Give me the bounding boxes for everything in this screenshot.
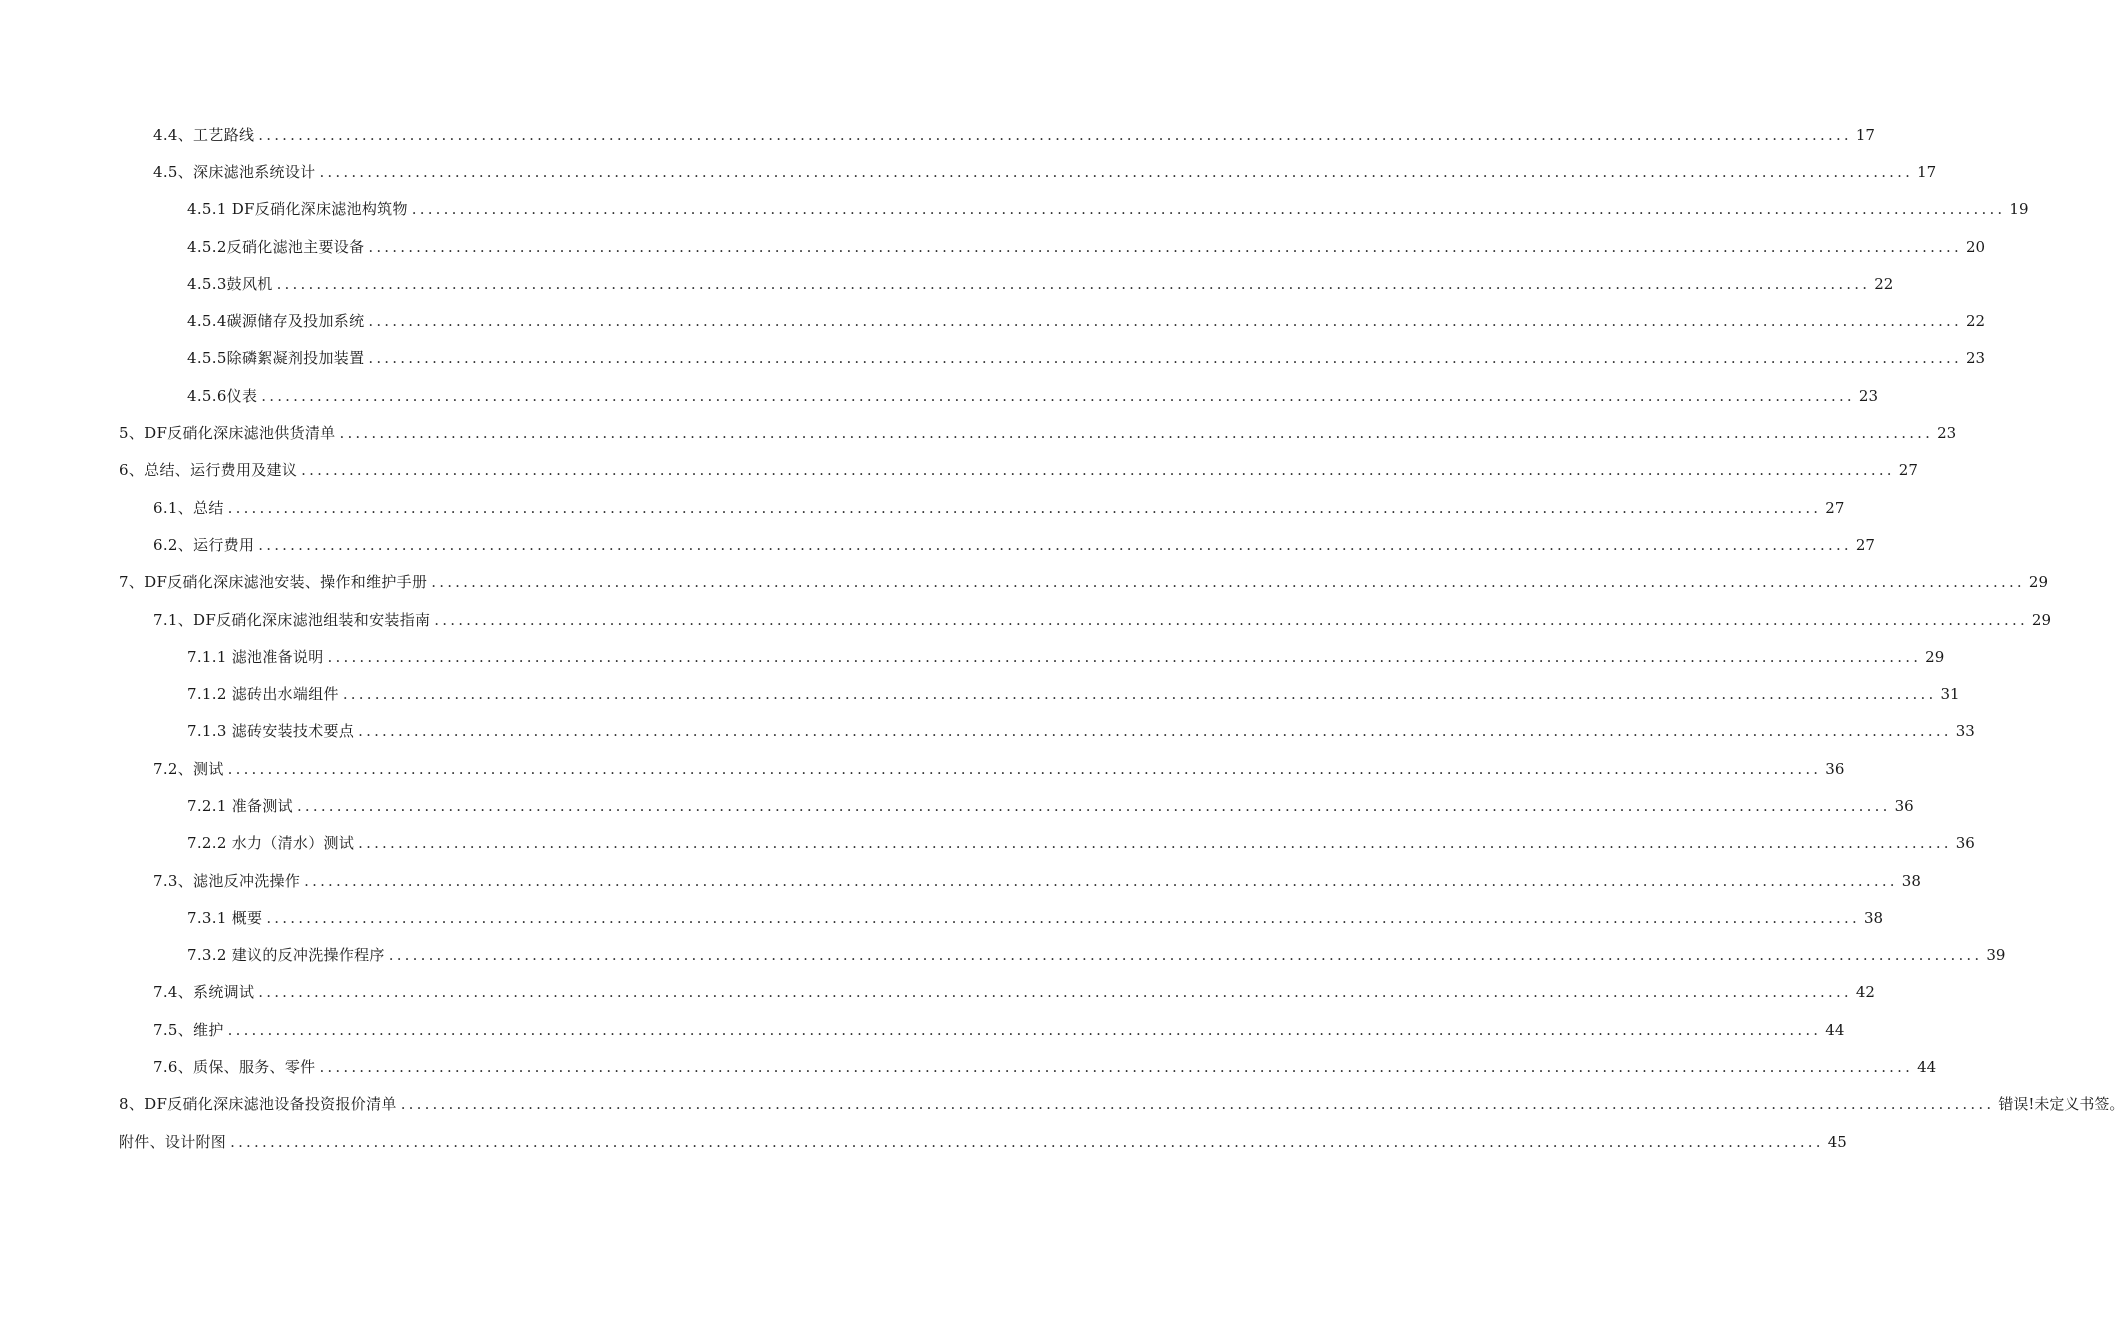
toc-dot-leader: ........................................................................................................................................................................................................ <box>258 125 1852 144</box>
toc-entry-title: 5、DF反硝化深床滤池供货清单 <box>119 424 336 443</box>
toc-page-number: 23 <box>1966 349 1986 368</box>
toc-page-number: 29 <box>2028 573 2048 592</box>
toc-dot-leader: ........................................................................................................................................................................................................ <box>276 274 1871 293</box>
toc-entry-title: 7.4、系统调试 <box>153 983 255 1002</box>
toc-entry[interactable] <box>0 638 1945 675</box>
toc-page-number: 22 <box>1874 274 1894 293</box>
toc-dot-leader: ........................................................................................................................................................................................................ <box>301 461 1895 480</box>
toc-dot-leader: ........................................................................................................................................................................................................ <box>227 498 1822 517</box>
toc-dot-leader: ........................................................................................................................................................................................................ <box>400 1095 1995 1114</box>
toc-entry[interactable] <box>0 1011 1845 1048</box>
toc-entry-title: 7.3、滤池反冲洗操作 <box>153 871 301 890</box>
toc-page-number: 27 <box>1898 461 1918 480</box>
toc-dot-leader: ........................................................................................................................................................................................................ <box>434 610 2028 629</box>
toc-entry[interactable] <box>0 713 1975 750</box>
toc-dot-leader: ........................................................................................................................................................................................................ <box>296 796 1891 815</box>
toc-entry[interactable] <box>0 489 1845 526</box>
toc-entry[interactable] <box>0 452 1918 489</box>
toc-dot-leader: ........................................................................................................................................................................................................ <box>319 1058 1914 1077</box>
toc-entry[interactable] <box>0 862 1921 899</box>
toc-entry-title: 附件、设计附图 <box>119 1132 227 1151</box>
toc-entry[interactable] <box>0 302 1986 339</box>
toc-page-number: 27 <box>1855 535 1875 554</box>
toc-entry[interactable] <box>0 1086 2124 1123</box>
toc-dot-leader: ........................................................................................................................................................................................................ <box>227 759 1822 778</box>
toc-entry[interactable] <box>0 153 1937 190</box>
toc-entry[interactable] <box>0 265 1894 302</box>
toc-page-number: 36 <box>1955 834 1975 853</box>
toc-entry-title: 4.5.3鼓风机 <box>187 274 273 293</box>
toc-entry-title: 7.3.1 概要 <box>187 908 263 927</box>
toc-entry-title: 7.3.2 建议的反冲洗操作程序 <box>187 946 385 965</box>
toc-dot-leader: ........................................................................................................................................................................................................ <box>358 834 1952 853</box>
toc-page-number: 29 <box>1925 647 1945 666</box>
toc-entry[interactable] <box>0 1123 1847 1160</box>
toc-dot-leader: ........................................................................................................................................................................................................ <box>342 685 1937 704</box>
toc-entry[interactable] <box>0 377 1878 414</box>
toc-page-number: 44 <box>1825 1020 1845 1039</box>
toc-entry[interactable] <box>0 1048 1937 1085</box>
toc-entry-title: 7.1.2 滤砖出水端组件 <box>187 685 339 704</box>
toc-entry-title: 4.5.4碳源储存及投加系统 <box>187 312 365 331</box>
toc-dot-leader: ........................................................................................................................................................................................................ <box>227 1020 1822 1039</box>
toc-dot-leader: ........................................................................................................................................................................................................ <box>358 722 1952 741</box>
toc-dot-leader: ........................................................................................................................................................................................................ <box>368 237 1962 256</box>
toc-entry[interactable] <box>0 974 1875 1011</box>
toc-dot-leader: ........................................................................................................................................................................................................ <box>266 908 1860 927</box>
toc-entry[interactable] <box>0 937 2006 974</box>
toc-dot-leader: ........................................................................................................................................................................................................ <box>258 535 1852 554</box>
toc-entry[interactable] <box>0 340 1986 377</box>
toc-dot-leader: ........................................................................................................................................................................................................ <box>230 1132 1824 1151</box>
toc-dot-leader: ........................................................................................................................................................................................................ <box>339 424 1934 443</box>
toc-entry-title: 6.1、总结 <box>153 498 224 517</box>
toc-entry[interactable] <box>0 750 1845 787</box>
toc-entry-title: 8、DF反硝化深床滤池设备投资报价清单 <box>119 1095 397 1114</box>
toc-dot-leader: ........................................................................................................................................................................................................ <box>319 162 1914 181</box>
toc-page-number: 29 <box>2031 610 2052 629</box>
toc-entry[interactable] <box>0 564 2048 601</box>
toc-entry[interactable] <box>0 228 1986 265</box>
toc-entry[interactable] <box>0 899 1884 936</box>
toc-entry-title: 4.5.6仪表 <box>187 386 258 405</box>
toc-page-number: 33 <box>1955 722 1975 741</box>
toc-page-number: 23 <box>1937 424 1957 443</box>
toc-page-number: 39 <box>1986 946 2006 965</box>
toc-page-number: 错误!未定义书签。 <box>1998 1095 2124 1114</box>
toc-entry-title: 7.2.2 水力（清水）测试 <box>187 834 355 853</box>
toc-entry-title: 7.2.1 准备测试 <box>187 796 293 815</box>
toc-dot-leader: ........................................................................................................................................................................................................ <box>431 573 2025 592</box>
toc-entry[interactable] <box>0 414 1957 451</box>
toc-page-number: 36 <box>1825 759 1845 778</box>
toc-page-number: 19 <box>2009 200 2029 219</box>
toc-page-number: 27 <box>1825 498 1845 517</box>
toc-entry[interactable] <box>0 825 1975 862</box>
toc-dot-leader: ........................................................................................................................................................................................................ <box>304 871 1898 890</box>
toc-entry-title: 7.1.1 滤池准备说明 <box>187 647 324 666</box>
toc-page-number: 17 <box>1917 162 1937 181</box>
toc-entry-title: 7、DF反硝化深床滤池安装、操作和维护手册 <box>119 573 428 592</box>
toc-entry[interactable] <box>0 116 1875 153</box>
toc-entry[interactable] <box>0 191 2029 228</box>
toc-entry-title: 7.2、测试 <box>153 759 224 778</box>
toc-page-number: 38 <box>1901 871 1921 890</box>
toc-page-number: 22 <box>1966 312 1986 331</box>
toc-entry-title: 6、总结、运行费用及建议 <box>119 461 298 480</box>
table-of-contents <box>0 116 2124 1160</box>
toc-page-number: 31 <box>1940 685 1960 704</box>
toc-page-number: 44 <box>1917 1058 1937 1077</box>
toc-page-number: 38 <box>1863 908 1884 927</box>
toc-entry-title: 4.5.5除磷絮凝剂投加装置 <box>187 349 365 368</box>
toc-dot-leader: ........................................................................................................................................................................................................ <box>258 983 1852 1002</box>
toc-dot-leader: ........................................................................................................................................................................................................ <box>368 312 1962 331</box>
toc-dot-leader: ........................................................................................................................................................................................................ <box>261 386 1855 405</box>
toc-entry[interactable] <box>0 675 1960 712</box>
toc-dot-leader: ........................................................................................................................................................................................................ <box>388 946 1983 965</box>
toc-entry-title: 7.1.3 滤砖安装技术要点 <box>187 722 355 741</box>
toc-entry-title: 7.5、维护 <box>153 1020 224 1039</box>
toc-entry[interactable] <box>0 526 1875 563</box>
toc-entry-title: 4.5、深床滤池系统设计 <box>153 162 316 181</box>
toc-entry-title: 4.4、工艺路线 <box>153 125 255 144</box>
toc-dot-leader: ........................................................................................................................................................................................................ <box>368 349 1962 368</box>
toc-entry-title: 7.6、质保、服务、零件 <box>153 1058 316 1077</box>
toc-page-number: 20 <box>1966 237 1986 256</box>
toc-dot-leader: ........................................................................................................................................................................................................ <box>327 647 1922 666</box>
toc-page-number: 36 <box>1894 796 1914 815</box>
toc-entry-title: 7.1、DF反硝化深床滤池组装和安装指南 <box>153 610 431 629</box>
toc-entry-title: 4.5.1 DF反硝化深床滤池构筑物 <box>187 200 408 219</box>
toc-page-number: 45 <box>1827 1132 1847 1151</box>
toc-entry[interactable] <box>0 787 1914 824</box>
toc-entry-title: 6.2、运行费用 <box>153 535 255 554</box>
toc-entry[interactable] <box>0 601 2052 638</box>
toc-entry-title: 4.5.2反硝化滤池主要设备 <box>187 237 365 256</box>
toc-page-number: 42 <box>1855 983 1875 1002</box>
toc-page-number: 23 <box>1858 386 1878 405</box>
toc-dot-leader: ........................................................................................................................................................................................................ <box>411 200 2006 219</box>
toc-page-number: 17 <box>1855 125 1875 144</box>
